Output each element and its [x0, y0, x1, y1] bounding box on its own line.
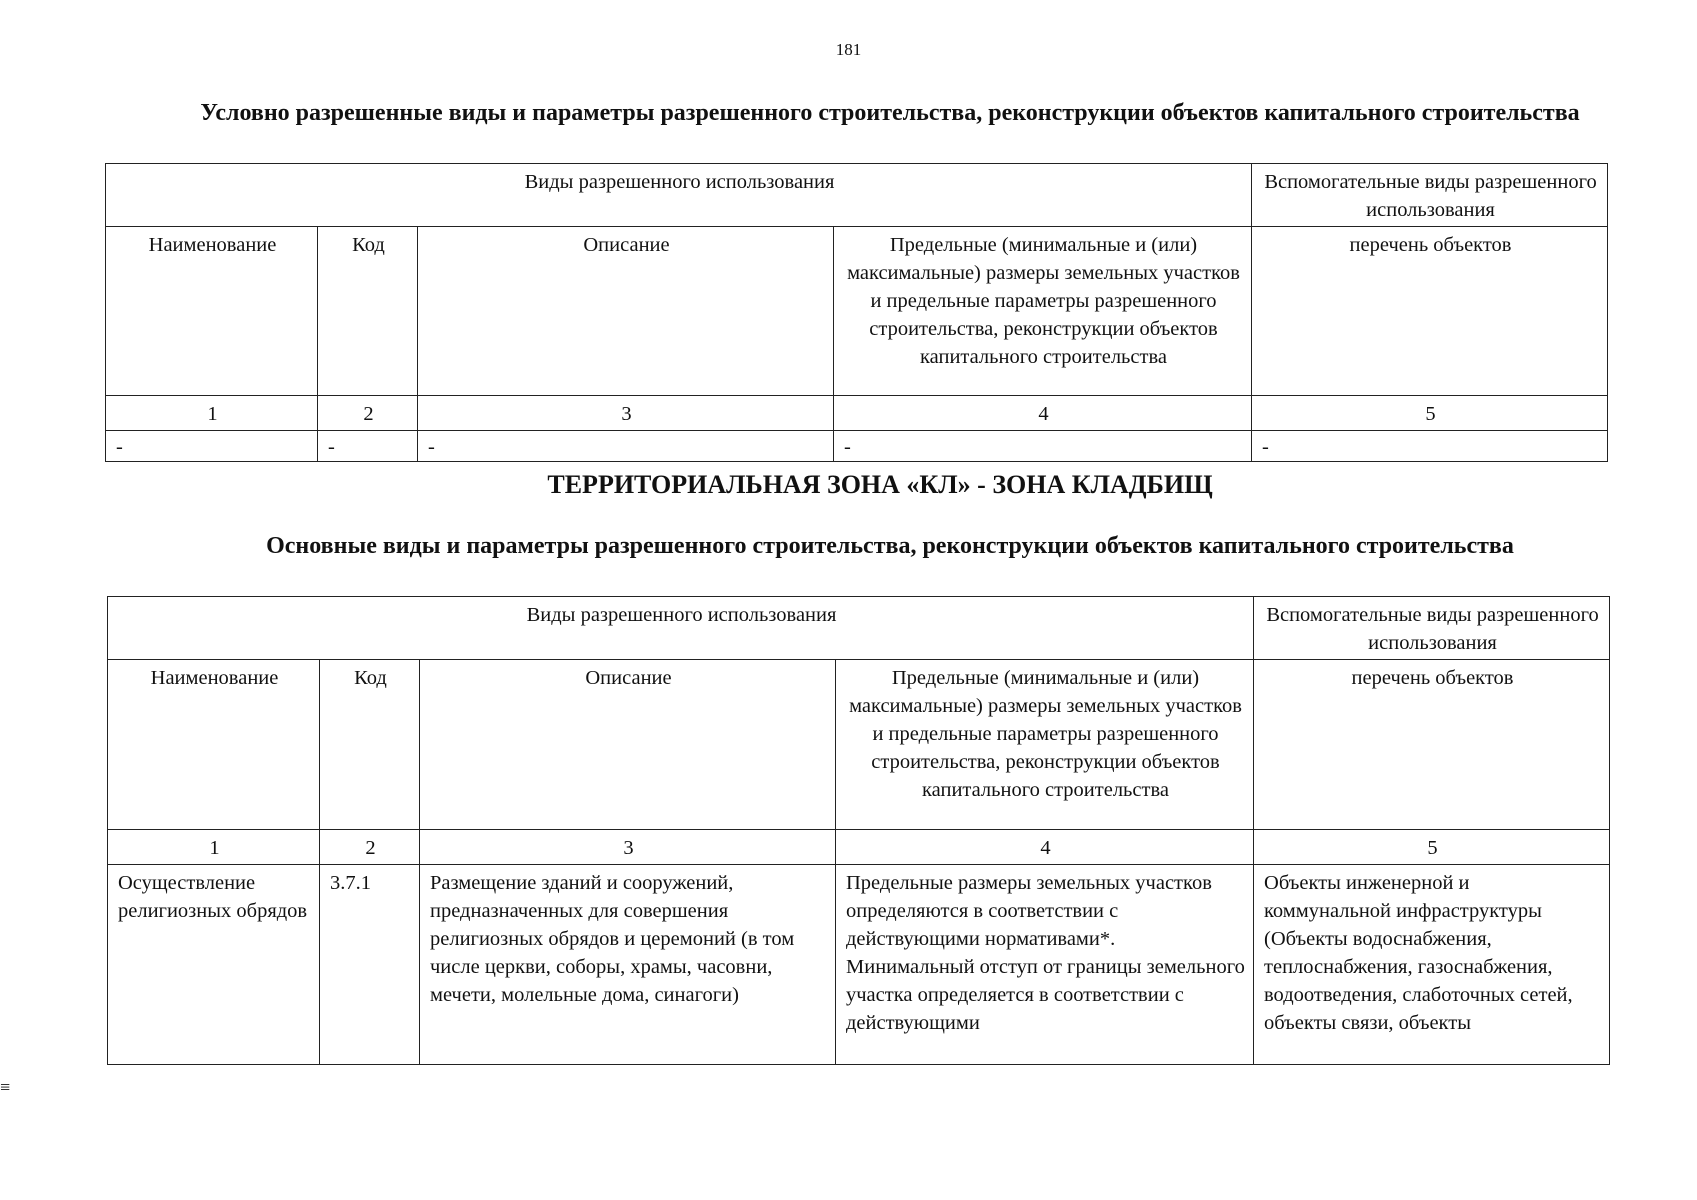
column-number: 2	[318, 396, 418, 431]
header-name: Наименование	[106, 227, 318, 396]
header-group: Виды разрешенного использования	[106, 164, 1252, 227]
cell-code: -	[318, 431, 418, 462]
header-group: Виды разрешенного использования	[108, 597, 1254, 660]
column-number: 4	[834, 396, 1252, 431]
header-description: Описание	[418, 227, 834, 396]
column-number: 1	[106, 396, 318, 431]
table-row	[108, 865, 1610, 1065]
header-aux: Вспомогательные виды разрешенного использования	[1254, 597, 1610, 660]
zone-title: ТЕРРИТОРИАЛЬНАЯ ЗОНА «КЛ» - ЗОНА КЛАДБИЩ	[547, 470, 1213, 499]
column-number: 3	[418, 396, 834, 431]
cell-name: -	[106, 431, 318, 462]
column-number: 5	[1252, 396, 1608, 431]
section2-heading: Основные виды и параметры разрешенного строительства, реконструкции объектов капитального строительства	[266, 533, 1514, 559]
header-object-list: перечень объектов	[1254, 660, 1610, 830]
header-description: Описание	[420, 660, 836, 830]
column-number: 3	[420, 830, 836, 865]
header-aux: Вспомогательные виды разрешенного использования	[1252, 164, 1608, 227]
header-code: Код	[318, 227, 418, 396]
main-uses-table	[107, 596, 1610, 1065]
column-number: 5	[1254, 830, 1610, 865]
header-name: Наименование	[108, 660, 320, 830]
cell-description: Размещение зданий и сооружений, предназначенных для совершения религиозных обрядов и церемоний (в том числе церкви, соборы, храмы, часовни, мечети, молельные дома, синагоги)	[420, 865, 836, 1065]
page-number: 181	[835, 40, 862, 59]
cell-description: -	[418, 431, 834, 462]
table-row	[106, 431, 1608, 462]
header-limits: Предельные (минимальные и (или) максимальные) размеры земельных участков и предельные параметры разрешенного строительства, реконструкции объектов капитального строительства	[834, 227, 1252, 396]
column-number: 1	[108, 830, 320, 865]
margin-mark: ≡	[0, 1077, 11, 1097]
cell-aux: -	[1252, 431, 1608, 462]
column-number: 2	[320, 830, 420, 865]
conditional-uses-table	[105, 163, 1608, 462]
column-number: 4	[836, 830, 1254, 865]
cell-limits: -	[834, 431, 1252, 462]
header-code: Код	[320, 660, 420, 830]
header-object-list: перечень объектов	[1252, 227, 1608, 396]
cell-code: 3.7.1	[320, 865, 420, 1065]
header-limits: Предельные (минимальные и (или) максимальные) размеры земельных участков и предельные параметры разрешенного строительства, реконструкции объектов капитального строительства	[836, 660, 1254, 830]
cell-limits: Предельные размеры земельных участков определяются в соответствии с действующими нормативами*. Минимальный отступ от границы земельного участка определяется в соответствии с действующими	[836, 865, 1254, 1065]
cell-aux: Объекты инженерной и коммунальной инфраструктуры (Объекты водоснабжения, теплоснабжения, газоснабжения, водоотведения, слаботочных сетей, объекты связи, объекты	[1254, 865, 1610, 1065]
section1-heading: Условно разрешенные виды и параметры разрешенного строительства, реконструкции объектов капитального строительства	[200, 100, 1580, 126]
cell-name: Осуществление религиозных обрядов	[108, 865, 320, 1065]
